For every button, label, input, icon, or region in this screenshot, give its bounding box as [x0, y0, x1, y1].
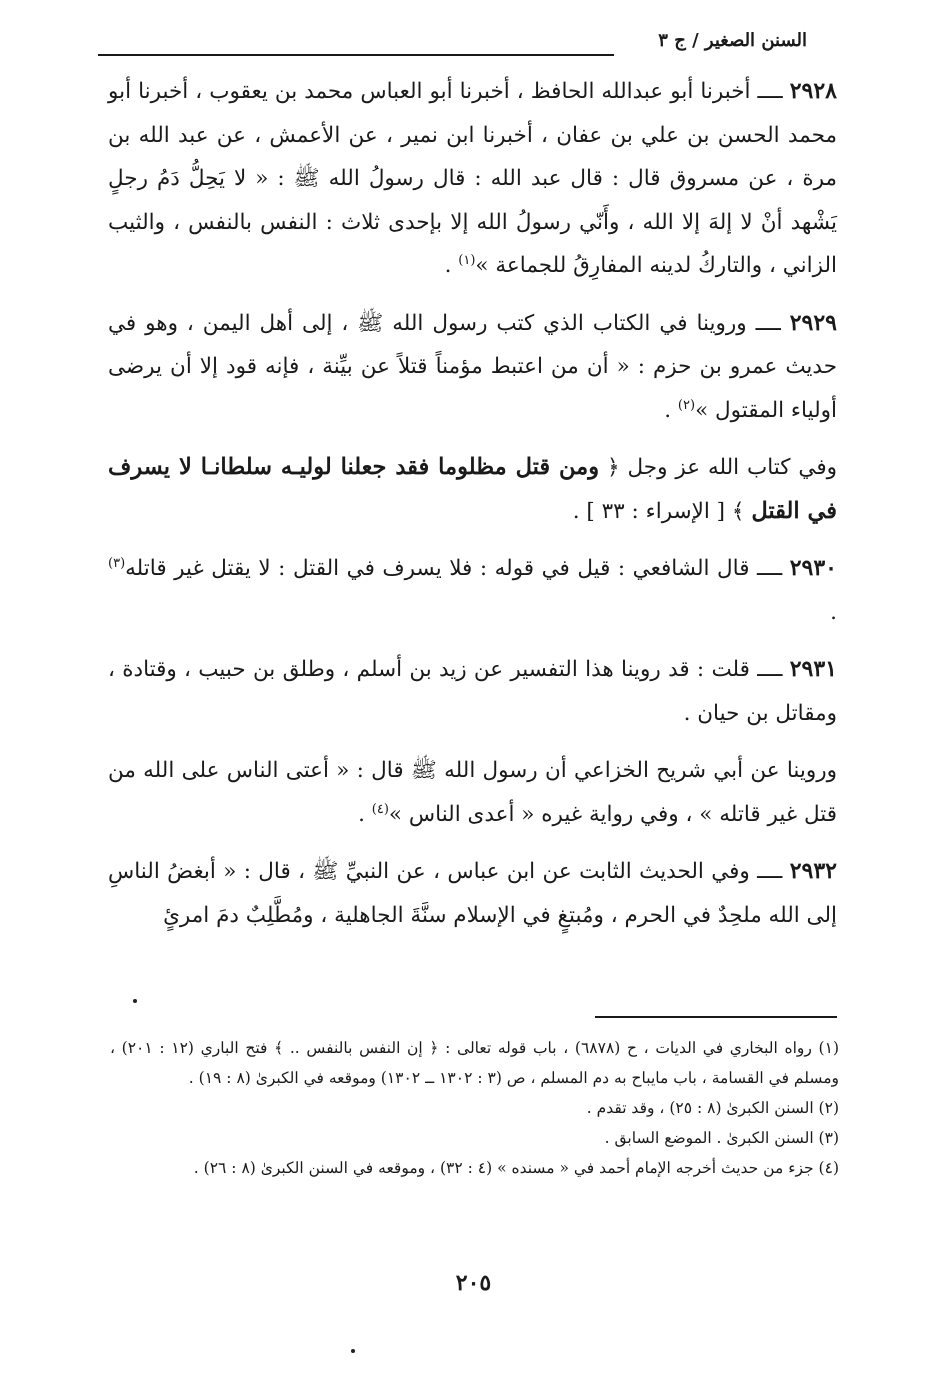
- footnote-ref[interactable]: (٤): [371, 801, 389, 817]
- paragraph-text: ــــ وروينا في الكتاب الذي كتب رسول الله ﷺ ، إلى أهل اليمن ، وهو في حديث عمرو بن حزم : « أن من اعتبط مؤمناً قتلاً عن بيِّنة ، فإنه قود إلا أن يرضى أولياء المقتول »: [108, 310, 837, 423]
- footnote-rule: [595, 1016, 837, 1018]
- footnotes: [110, 1033, 839, 1183]
- hadith-number: ٢٩٢٨: [789, 78, 837, 104]
- paragraph-2929: [108, 302, 837, 433]
- paragraph-end: .: [444, 253, 459, 278]
- paragraph-quran-verse: [108, 446, 837, 533]
- footnote-ref[interactable]: (٣): [108, 555, 126, 571]
- paragraph-text: ــــ أخبرنا أبو عبدالله الحافظ ، أخبرنا أبو العباس محمد بن يعقوب ، أخبرنا أبو محمد الحسن بن علي بن عفان ، أخبرنا ابن نمير ، عن الأعمش ، عن عبد الله بن مرة ، عن مسروق قال : قال عبد الله : قال رسولُ الله ﷺ : « لا يَحِلُّ دَمُ رجلٍ يَشْهد أنْ لا إلهَ إلا الله ، وأَنّي رسولُ الله إلا بإحدى ثلاث : النفس بالنفس ، والثيب الزاني ، والتاركُ لدينه المفارِقُ للجماعة »: [108, 79, 837, 278]
- hadith-number: ٢٩٣٠: [789, 555, 837, 581]
- print-speck: [133, 999, 137, 1003]
- paragraph-2932: [108, 850, 837, 937]
- paragraph-abu-shurayh: [108, 749, 837, 836]
- footnote-1: (١) رواه البخاري في الديات ، ح (٦٨٧٨) ، باب قوله تعالى : ﴿ إن النفس بالنفس .. ﴾ فتح الباري (١٢ : ٢٠١) ، ومسلم في القسامة ، باب مايباح به دم المسلم ، ص (٣ : ١٣٠٢ ــ ١٣٠٢) وموقعه في الكبرىٰ (٨ : ١٩) .: [110, 1039, 839, 1087]
- verse-citation: ﴾ [ الإسراء : ٣٣ ] .: [572, 498, 752, 524]
- paragraph-text: ــــ وفي الحديث الثابت عن ابن عباس ، عن النبيِّ ﷺ ، قال : « أبغضُ الناسِ إلى الله ملحِدٌ في الحرم ، ومُبتغٍ في الإسلام سنَّةَ الجاهلية ، ومُطَّلِبٌ دمَ امرئٍ: [108, 859, 837, 928]
- hadith-number: ٢٩٣١: [789, 656, 837, 682]
- footnote-ref[interactable]: (٢): [677, 397, 696, 413]
- footnote-2: (٢) السنن الكبرىٰ (٨ : ٢٥) ، وقد تقدم .: [586, 1099, 839, 1117]
- footnote-4: (٤) جزء من حديث أخرجه الإمام أحمد في « مسنده » (٤ : ٣٢) ، وموقعه في السنن الكبرىٰ (٨ : ٢٦) .: [193, 1159, 839, 1177]
- header-rule: [98, 54, 614, 56]
- paragraph-2931: [108, 648, 837, 735]
- verse-lead: وفي كتاب الله عز وجل ﴿: [599, 455, 837, 480]
- running-header: [98, 30, 849, 66]
- paragraph-2928: [108, 70, 837, 288]
- footnote-ref[interactable]: (١): [458, 252, 476, 268]
- paragraph-text: ــــ قلت : قد روينا هذا التفسير عن زيد بن أسلم ، وطلق بن حبيب ، وقتادة ، ومقاتل بن حيان .: [108, 657, 837, 726]
- paragraph-text: ــــ قال الشافعي : قيل في قوله : فلا يسرف في القتل : لا يقتل غير قاتله: [125, 556, 783, 581]
- quran-verse: ومن قتل مظلوما فقد جعلنا لوليـه سلطانـا لا يسرف في القتل: [108, 454, 837, 524]
- paragraph-end: .: [830, 599, 837, 625]
- paragraph-2930: [108, 547, 837, 634]
- header-title: السنن الصغير / ج ٣: [658, 30, 807, 51]
- hadith-number: ٢٩٣٢: [789, 858, 837, 884]
- paragraph-text: وروينا عن أبي شريح الخزاعي أن رسول الله ﷺ قال : « أعتى الناس على الله من قتل غير قاتله » ، وفي رواية غيره « أعدى الناس »: [108, 758, 837, 827]
- paragraph-end: .: [358, 801, 372, 827]
- main-text: [108, 70, 837, 951]
- footnote-3: (٣) السنن الكبرىٰ . الموضع السابق .: [604, 1129, 839, 1147]
- page-number: ٢٠٥: [455, 1270, 492, 1296]
- paragraph-end: .: [664, 397, 678, 423]
- hadith-number: ٢٩٢٩: [789, 309, 837, 336]
- print-speck: [351, 1349, 355, 1353]
